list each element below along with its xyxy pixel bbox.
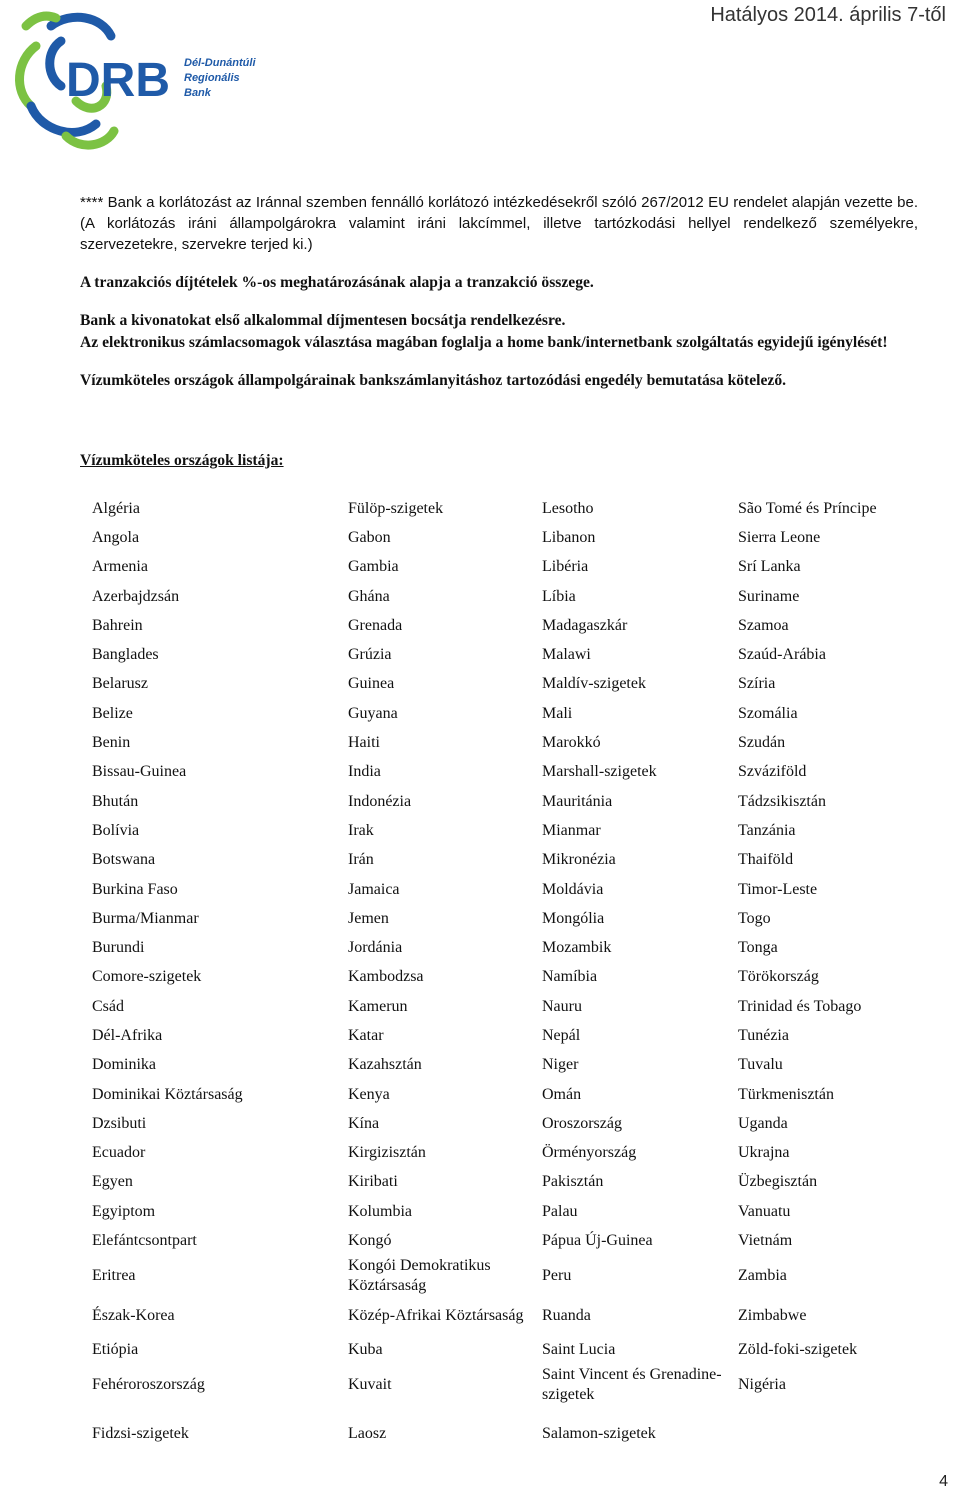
country-cell: Dél-Afrika bbox=[92, 1026, 163, 1044]
country-cell: Kuba bbox=[348, 1341, 383, 1359]
country-cell: Dominika bbox=[92, 1056, 156, 1074]
country-cell: Szudán bbox=[738, 734, 786, 752]
table-row bbox=[84, 758, 946, 787]
table-row bbox=[84, 1168, 946, 1197]
country-cell: Etiópia bbox=[92, 1341, 139, 1359]
table-row bbox=[84, 963, 946, 992]
country-cell: Burma/Mianmar bbox=[92, 909, 199, 927]
table-row bbox=[84, 846, 946, 875]
table-row bbox=[84, 816, 946, 845]
country-cell: Törökország bbox=[738, 968, 819, 986]
country-cell: Kongó bbox=[348, 1232, 392, 1250]
country-cell: Nigéria bbox=[738, 1376, 786, 1394]
table-row bbox=[84, 611, 946, 640]
country-cell: Vanuatu bbox=[738, 1202, 791, 1220]
country-cell: Grenada bbox=[348, 616, 403, 634]
table-row bbox=[84, 787, 946, 816]
country-cell: Szíria bbox=[738, 675, 776, 693]
country-cell: Mikronézia bbox=[542, 851, 616, 869]
country-cell: Comore-szigetek bbox=[92, 968, 202, 986]
country-cell: Tunézia bbox=[738, 1026, 789, 1044]
table-row bbox=[84, 1021, 946, 1050]
country-cell: Közép-Afrikai Köztársaság bbox=[348, 1306, 524, 1324]
svg-text:Dél-Dunántúli: Dél-Dunántúli bbox=[184, 57, 256, 69]
table-row bbox=[84, 1226, 946, 1255]
country-cell: Srí Lanka bbox=[738, 558, 801, 576]
table-row bbox=[84, 640, 946, 669]
country-cell: Líbia bbox=[542, 587, 576, 605]
table-row bbox=[84, 1080, 946, 1109]
table-row bbox=[84, 1139, 946, 1168]
table-row bbox=[84, 670, 946, 699]
country-cell: Kazahsztán bbox=[348, 1056, 422, 1074]
table-row bbox=[84, 494, 946, 523]
country-cell: Jamaica bbox=[348, 880, 400, 898]
country-cell: Maldív-szigetek bbox=[542, 675, 646, 693]
country-cell: Kolumbia bbox=[348, 1202, 412, 1220]
country-cell: Ruanda bbox=[542, 1306, 591, 1324]
country-cell: Eritrea bbox=[92, 1266, 136, 1284]
country-cell: Mauritánia bbox=[542, 792, 613, 810]
country-cell: Armenia bbox=[92, 558, 148, 576]
table-row bbox=[84, 1336, 946, 1365]
country-cell: Ecuador bbox=[92, 1144, 146, 1162]
country-cell: Belize bbox=[92, 704, 133, 722]
country-cell: Mali bbox=[542, 704, 573, 722]
country-cell: Nepál bbox=[542, 1026, 581, 1044]
country-cell: Kína bbox=[348, 1114, 380, 1132]
country-cell: Szomália bbox=[738, 704, 798, 722]
country-cell: Gabon bbox=[348, 528, 391, 546]
visa-country-table bbox=[84, 494, 946, 1463]
country-cell: Haiti bbox=[348, 734, 380, 752]
country-cell: Bissau-Guinea bbox=[92, 763, 187, 781]
country-cell: Mozambik bbox=[542, 939, 612, 957]
country-cell: Burkina Faso bbox=[92, 880, 178, 898]
country-cell: Belarusz bbox=[92, 675, 148, 693]
country-cell: Dominikai Köztársaság bbox=[92, 1085, 243, 1103]
table-row bbox=[84, 1256, 946, 1296]
country-cell: Saint Lucia bbox=[542, 1341, 616, 1359]
table-row bbox=[84, 728, 946, 757]
country-cell: Palau bbox=[542, 1202, 578, 1220]
country-cell: Türkmenisztán bbox=[738, 1085, 834, 1103]
country-cell: Grúzia bbox=[348, 646, 392, 664]
country-cell: Kongói Demokratikus Köztársaság bbox=[348, 1256, 491, 1294]
iran-restriction-note: **** Bank a korlátozást az Iránnal szemben fennálló korlátozó intézkedésekről szóló 267/2012 EU rendelet alapján vezette be. (A korlátozás iráni állampolgárokra valamint iráni lakcímmel, illetve tartózkodási hellyel rendelkező személyekre, szervezetekre, szervekre terjed ki.) bbox=[80, 194, 918, 253]
country-cell: Mongólia bbox=[542, 909, 605, 927]
country-cell: Kuvait bbox=[348, 1376, 392, 1394]
table-row bbox=[84, 1051, 946, 1080]
country-cell: Csád bbox=[92, 997, 124, 1015]
table-row bbox=[84, 1405, 946, 1463]
country-cell: Lesotho bbox=[542, 499, 594, 517]
country-cell: Guinea bbox=[348, 675, 395, 693]
country-cell: Thaiföld bbox=[738, 851, 794, 869]
table-row bbox=[84, 933, 946, 962]
country-cell: Üzbegisztán bbox=[738, 1173, 818, 1191]
country-cell: Szváziföld bbox=[738, 763, 807, 781]
country-cell: Jordánia bbox=[348, 939, 403, 957]
country-cell: Kirgizisztán bbox=[348, 1144, 426, 1162]
country-cell: Észak-Korea bbox=[92, 1306, 175, 1324]
country-cell: Botswana bbox=[92, 851, 156, 869]
country-cell: Katar bbox=[348, 1026, 384, 1044]
table-row bbox=[84, 1296, 946, 1336]
table-row bbox=[84, 699, 946, 728]
country-cell: Burundi bbox=[92, 939, 145, 957]
country-cell: Mianmar bbox=[542, 821, 601, 839]
country-cell: Trinidad és Tobago bbox=[738, 997, 862, 1015]
country-cell: Azerbajdzsán bbox=[92, 587, 180, 605]
country-cell: Marokkó bbox=[542, 734, 601, 752]
statements-note: Bank a kivonatokat első alkalommal díjmentesen bocsátja rendelkezésre. bbox=[80, 312, 566, 329]
effective-date: Hatályos 2014. április 7-től bbox=[710, 4, 946, 26]
country-cell: Nauru bbox=[542, 997, 582, 1015]
country-cell: Dzsibuti bbox=[92, 1114, 147, 1132]
country-cell: Oroszország bbox=[542, 1114, 622, 1132]
country-cell: Tádzsikisztán bbox=[738, 792, 826, 810]
table-row bbox=[84, 992, 946, 1021]
fee-basis-note: A tranzakciós díjtételek %-os meghatározásának alapja a tranzakció összege. bbox=[80, 274, 594, 291]
table-row bbox=[84, 1197, 946, 1226]
country-cell: Malawi bbox=[542, 646, 591, 664]
country-cell: Tuvalu bbox=[738, 1056, 783, 1074]
country-cell: Kiribati bbox=[348, 1173, 398, 1191]
country-cell: Egyiptom bbox=[92, 1202, 156, 1220]
country-cell: Zöld-foki-szigetek bbox=[738, 1341, 858, 1359]
country-cell: Fehéroroszország bbox=[92, 1376, 205, 1394]
country-cell: Zimbabwe bbox=[738, 1306, 807, 1324]
country-cell: Kenya bbox=[348, 1085, 390, 1103]
country-cell: Timor-Leste bbox=[738, 880, 818, 898]
svg-text:Regionális: Regionális bbox=[184, 72, 240, 84]
country-cell: Algéria bbox=[92, 499, 140, 517]
country-cell: Sierra Leone bbox=[738, 528, 821, 546]
country-cell: Moldávia bbox=[542, 880, 604, 898]
country-cell: Suriname bbox=[738, 587, 800, 605]
packages-note: Az elektronikus számlacsomagok választása magában foglalja a home bank/internetbank szolgáltatás egyidejű igénylését! bbox=[80, 334, 888, 351]
country-cell: São Tomé és Príncipe bbox=[738, 499, 877, 517]
country-cell: Niger bbox=[542, 1056, 579, 1074]
country-cell: Pakisztán bbox=[542, 1173, 604, 1191]
country-cell: Libéria bbox=[542, 558, 589, 576]
country-cell: Pápua Új-Guinea bbox=[542, 1232, 653, 1250]
table-row bbox=[84, 553, 946, 582]
country-cell: Tanzánia bbox=[738, 821, 796, 839]
country-cell: Zambia bbox=[738, 1266, 787, 1284]
country-cell: Szamoa bbox=[738, 616, 789, 634]
country-cell: Elefántcsontpart bbox=[92, 1232, 197, 1250]
country-cell: Gambia bbox=[348, 558, 399, 576]
logo-acronym: DRB bbox=[66, 54, 170, 107]
visa-list-heading: Vízumköteles országok listája: bbox=[80, 452, 284, 469]
country-cell: Omán bbox=[542, 1085, 582, 1103]
country-cell: Angola bbox=[92, 528, 140, 546]
country-cell: Peru bbox=[542, 1266, 572, 1284]
country-cell: Togo bbox=[738, 909, 771, 927]
table-row bbox=[84, 523, 946, 552]
country-cell: Vietnám bbox=[738, 1232, 793, 1250]
country-cell: Fülöp-szigetek bbox=[348, 499, 444, 517]
country-cell: Jemen bbox=[348, 909, 389, 927]
country-cell: India bbox=[348, 763, 381, 781]
country-cell: Bahrein bbox=[92, 616, 143, 634]
country-cell: Laosz bbox=[348, 1425, 387, 1443]
visa-note: Vízumköteles országok állampolgárainak bankszámlanyitáshoz tartozódási engedély bemutatása kötelező. bbox=[80, 372, 787, 389]
country-cell: Szaúd-Arábia bbox=[738, 646, 826, 664]
country-cell: Egyen bbox=[92, 1173, 133, 1191]
country-cell: Namíbia bbox=[542, 968, 598, 986]
country-cell: Örményország bbox=[542, 1144, 637, 1162]
country-cell: Tonga bbox=[738, 939, 778, 957]
country-cell: Banglades bbox=[92, 646, 159, 664]
table-row bbox=[84, 904, 946, 933]
country-cell: Salamon-szigetek bbox=[542, 1425, 656, 1443]
notes-section bbox=[80, 192, 918, 391]
country-cell: Bolívia bbox=[92, 821, 140, 839]
country-cell: Guyana bbox=[348, 704, 398, 722]
country-cell: Kamerun bbox=[348, 997, 408, 1015]
table-row bbox=[84, 1365, 946, 1405]
table-row bbox=[84, 1109, 946, 1138]
country-cell: Indonézia bbox=[348, 792, 412, 810]
country-cell: Madagaszkár bbox=[542, 616, 628, 634]
table-row bbox=[84, 582, 946, 611]
country-cell: Fidzsi-szigetek bbox=[92, 1425, 189, 1443]
page-number: 4 bbox=[939, 1473, 948, 1490]
country-cell: Saint Vincent és Grenadine-szigetek bbox=[542, 1366, 722, 1404]
country-cell: Benin bbox=[92, 734, 131, 752]
country-cell: Ukrajna bbox=[738, 1144, 790, 1162]
country-cell: Libanon bbox=[542, 528, 596, 546]
drb-logo bbox=[6, 6, 286, 156]
svg-text:Bank: Bank bbox=[184, 87, 211, 99]
country-cell: Irak bbox=[348, 821, 374, 839]
table-row bbox=[84, 875, 946, 904]
country-cell: Marshall-szigetek bbox=[542, 763, 657, 781]
country-cell: Irán bbox=[348, 851, 374, 869]
country-cell: Uganda bbox=[738, 1114, 788, 1132]
country-cell: Bhután bbox=[92, 792, 139, 810]
country-cell bbox=[730, 1405, 946, 1463]
country-cell: Kambodzsa bbox=[348, 968, 424, 986]
country-cell: Ghána bbox=[348, 587, 390, 605]
